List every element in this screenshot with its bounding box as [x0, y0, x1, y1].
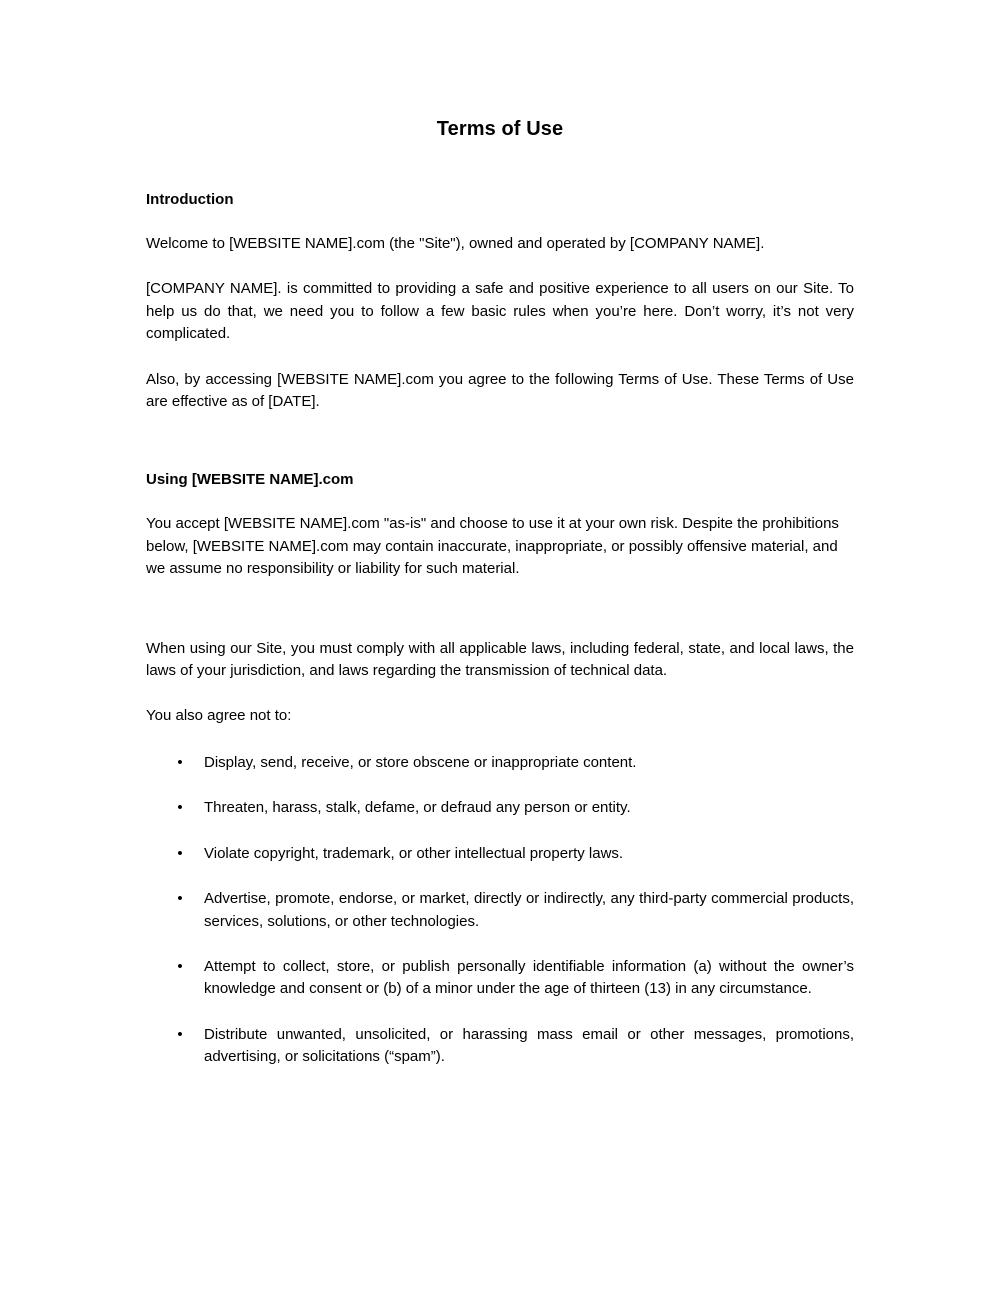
paragraph-as-is: You accept [WEBSITE NAME].com "as-is" and choose to use it at your own risk. Despite the prohibitions below, [WEBSITE NAME].com may contain inaccurate, inappropriate, or possibly offensive material, and we assume no responsibility or liability for such material.	[146, 515, 839, 578]
paragraph-acceptance: Also, by accessing [WEBSITE NAME].com you agree to the following Terms of Use. These Terms of Use are effective as of [DATE].	[146, 370, 854, 411]
bullet-icon: •	[177, 844, 183, 862]
list-item	[146, 797, 854, 819]
bullet-icon: •	[177, 799, 183, 817]
list-item	[146, 956, 854, 1001]
spacer	[146, 682, 854, 705]
paragraph-welcome: Welcome to [WEBSITE NAME].com (the "Site"), owned and operated by [COMPANY NAME].	[146, 235, 765, 252]
spacer	[146, 581, 854, 638]
list-item	[146, 752, 854, 774]
spacer	[146, 346, 854, 369]
list-item	[146, 888, 854, 933]
paragraph-applicable-laws: When using our Site, you must comply with all applicable laws, including federal, state, and local laws, the laws of your jurisdiction, and laws regarding the transmission of technical data.	[146, 639, 854, 680]
prohibited-actions-list	[146, 752, 854, 1069]
list-item-label: Advertise, promote, endorse, or market, directly or indirectly, any third-party commercial products, services, solutions, or other technologies.	[204, 890, 854, 930]
paragraph-commitment: [COMPANY NAME]. is committed to providing a safe and positive experience to all users on our Site. To help us do that, we need you to follow a few basic rules when you’re here. Don’t worry, it’s not very complicated.	[146, 280, 854, 343]
spacer	[146, 728, 854, 752]
bullet-icon: •	[177, 957, 183, 975]
spacer	[146, 210, 854, 233]
list-item	[146, 1024, 854, 1069]
bullet-icon: •	[177, 890, 183, 908]
document-content	[146, 0, 854, 1069]
list-item-label: Display, send, receive, or store obscene or inappropriate content.	[204, 753, 637, 771]
section-heading-introduction: Introduction	[146, 191, 234, 208]
list-item-label: Violate copyright, trademark, or other intellectual property laws.	[204, 844, 624, 862]
bullet-icon: •	[177, 753, 183, 771]
list-item-label: Threaten, harass, stalk, defame, or defraud any person or entity.	[204, 799, 631, 817]
list-item-label: Attempt to collect, store, or publish personally identifiable information (a) without the owner’s knowledge and consent or (b) of a minor under the age of thirteen (13) in any circumstance.	[204, 957, 854, 998]
spacer	[146, 413, 854, 469]
spacer	[146, 141, 854, 189]
section-heading-using-site: Using [WEBSITE NAME].com	[146, 471, 354, 489]
spacer	[146, 490, 854, 513]
paragraph-agree-not-to: You also agree not to:	[146, 707, 292, 725]
bullet-icon: •	[177, 1025, 183, 1043]
spacer	[146, 255, 854, 278]
list-item-label: Distribute unwanted, unsolicited, or harassing mass email or other messages, promotions, advertising, or solicitations (“spam”).	[204, 1025, 854, 1066]
list-item	[146, 843, 854, 865]
page-title: Terms of Use	[436, 118, 564, 140]
